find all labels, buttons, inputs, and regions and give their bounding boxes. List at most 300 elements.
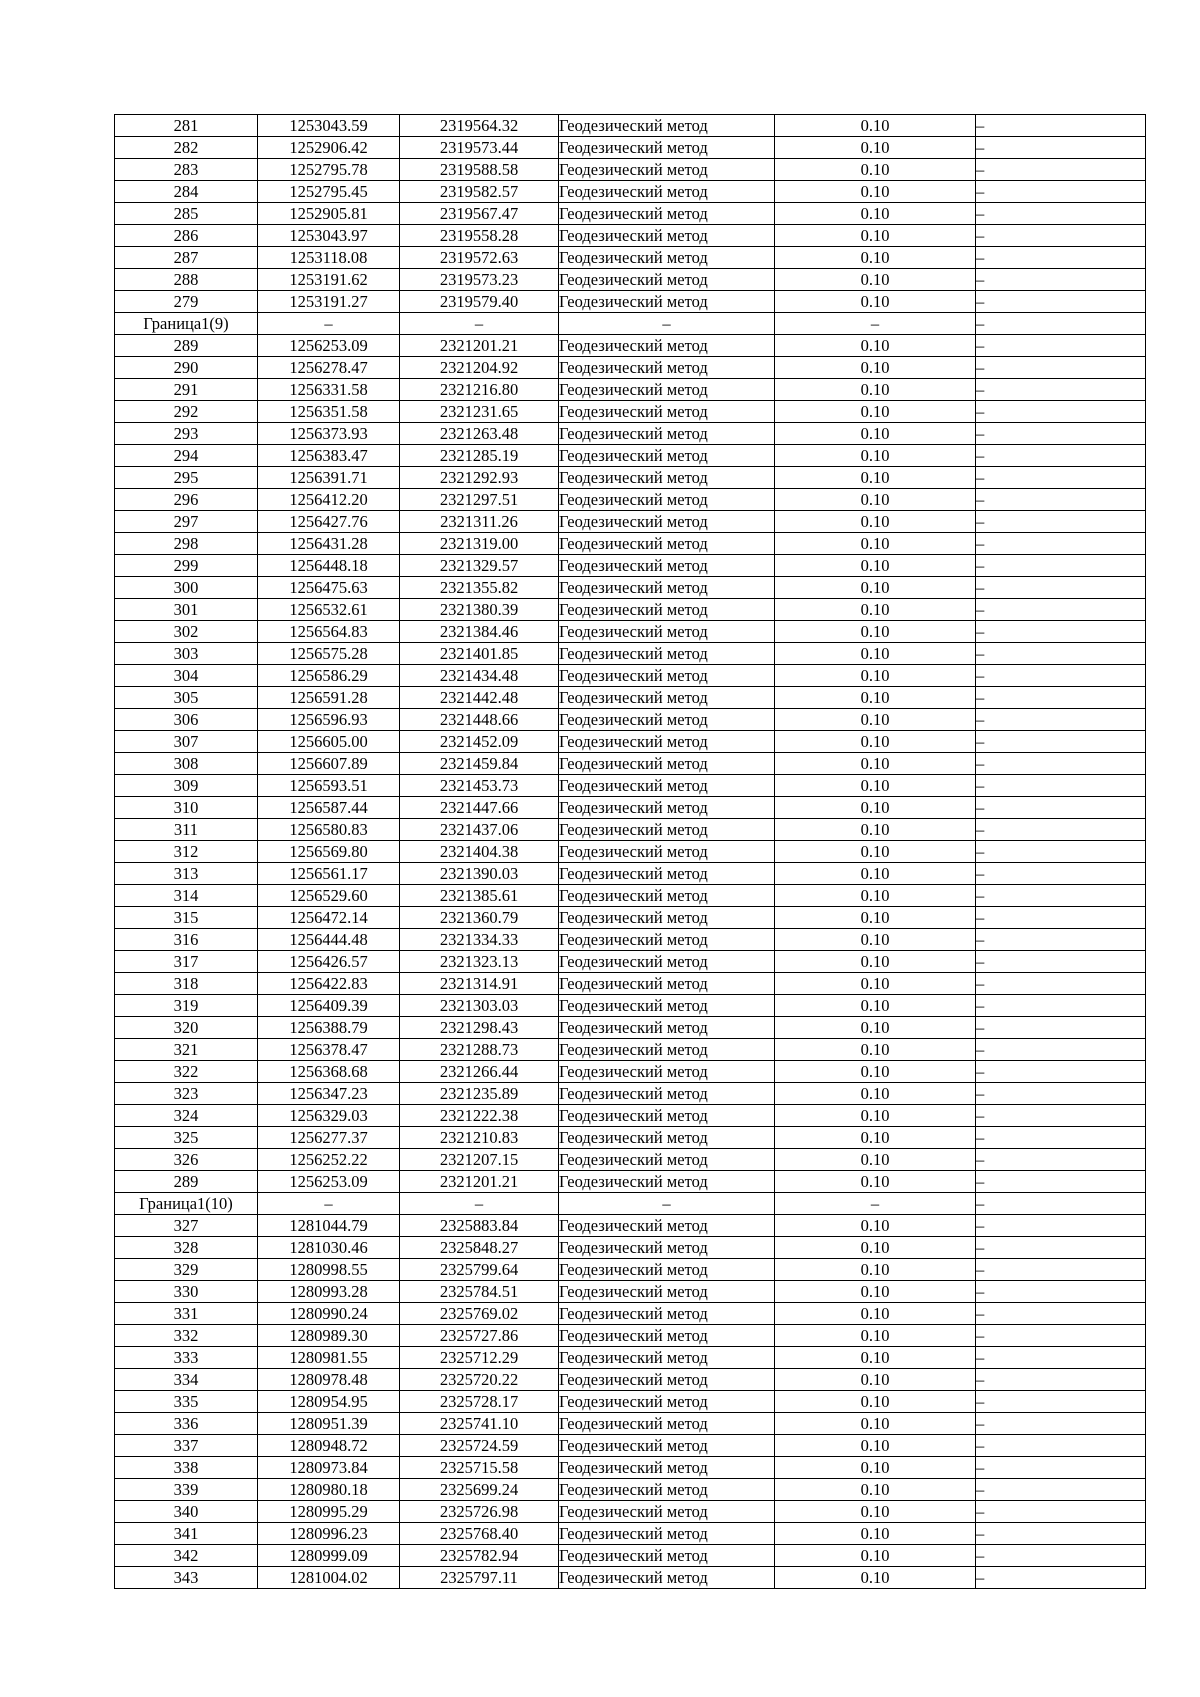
x-coordinate-cell: 1256532.61 (258, 599, 400, 621)
method-cell: Геодезический метод (559, 489, 775, 511)
method-cell: Геодезический метод (559, 379, 775, 401)
y-coordinate-cell: 2321285.19 (400, 445, 559, 467)
method-cell: Геодезический метод (559, 1347, 775, 1369)
point-number-cell: 320 (115, 1017, 258, 1039)
method-cell: Геодезический метод (559, 291, 775, 313)
description-cell: – (976, 753, 1146, 775)
x-coordinate-cell: 1256607.89 (258, 753, 400, 775)
table-row (115, 863, 1146, 885)
description-cell: – (976, 885, 1146, 907)
method-cell: Геодезический метод (559, 159, 775, 181)
y-coordinate-cell: 2319573.23 (400, 269, 559, 291)
description-cell: – (976, 907, 1146, 929)
point-number-cell: 291 (115, 379, 258, 401)
table-row (115, 1083, 1146, 1105)
x-coordinate-cell: 1256427.76 (258, 511, 400, 533)
method-cell: Геодезический метод (559, 1303, 775, 1325)
y-coordinate-cell: 2321459.84 (400, 753, 559, 775)
point-number-cell: 314 (115, 885, 258, 907)
description-cell: – (976, 1237, 1146, 1259)
point-number-cell: 330 (115, 1281, 258, 1303)
point-number-cell: 318 (115, 973, 258, 995)
accuracy-cell: 0.10 (775, 1061, 976, 1083)
table-row (115, 819, 1146, 841)
point-number-cell: 288 (115, 269, 258, 291)
table-row (115, 555, 1146, 577)
method-cell: Геодезический метод (559, 1237, 775, 1259)
table-row (115, 1259, 1146, 1281)
accuracy-cell: 0.10 (775, 797, 976, 819)
method-cell: Геодезический метод (559, 511, 775, 533)
y-coordinate-cell: 2321401.85 (400, 643, 559, 665)
accuracy-cell: 0.10 (775, 555, 976, 577)
description-cell: – (976, 665, 1146, 687)
description-cell: – (976, 929, 1146, 951)
point-number-cell: 335 (115, 1391, 258, 1413)
x-coordinate-cell: – (258, 313, 400, 335)
y-coordinate-cell: 2325883.84 (400, 1215, 559, 1237)
accuracy-cell: 0.10 (775, 1149, 976, 1171)
description-cell: – (976, 599, 1146, 621)
point-number-cell: 328 (115, 1237, 258, 1259)
x-coordinate-cell: 1280999.09 (258, 1545, 400, 1567)
table-row (115, 1567, 1146, 1589)
point-number-cell: 331 (115, 1303, 258, 1325)
method-cell: Геодезический метод (559, 775, 775, 797)
y-coordinate-cell: 2321298.43 (400, 1017, 559, 1039)
description-cell: – (976, 1039, 1146, 1061)
point-number-cell: 279 (115, 291, 258, 313)
point-number-cell: 306 (115, 709, 258, 731)
table-row (115, 929, 1146, 951)
method-cell: Геодезический метод (559, 643, 775, 665)
y-coordinate-cell: 2325712.29 (400, 1347, 559, 1369)
description-cell: – (976, 1215, 1146, 1237)
x-coordinate-cell: 1256383.47 (258, 445, 400, 467)
accuracy-cell: 0.10 (775, 1435, 976, 1457)
method-cell: Геодезический метод (559, 1391, 775, 1413)
y-coordinate-cell: 2325784.51 (400, 1281, 559, 1303)
point-number-cell: 311 (115, 819, 258, 841)
accuracy-cell: 0.10 (775, 577, 976, 599)
method-cell: Геодезический метод (559, 1259, 775, 1281)
x-coordinate-cell: 1256529.60 (258, 885, 400, 907)
y-coordinate-cell: 2321297.51 (400, 489, 559, 511)
x-coordinate-cell: 1280980.18 (258, 1479, 400, 1501)
y-coordinate-cell: 2321453.73 (400, 775, 559, 797)
x-coordinate-cell: 1280978.48 (258, 1369, 400, 1391)
method-cell: Геодезический метод (559, 1215, 775, 1237)
accuracy-cell: 0.10 (775, 907, 976, 929)
description-cell: – (976, 819, 1146, 841)
point-number-cell: Граница1(9) (115, 313, 258, 335)
point-number-cell: 319 (115, 995, 258, 1017)
method-cell: Геодезический метод (559, 445, 775, 467)
accuracy-cell: 0.10 (775, 819, 976, 841)
y-coordinate-cell: 2321442.48 (400, 687, 559, 709)
description-cell: – (976, 489, 1146, 511)
method-cell: Геодезический метод (559, 1435, 775, 1457)
point-number-cell: 323 (115, 1083, 258, 1105)
y-coordinate-cell: 2321385.61 (400, 885, 559, 907)
accuracy-cell: 0.10 (775, 401, 976, 423)
x-coordinate-cell: 1256444.48 (258, 929, 400, 951)
x-coordinate-cell: 1256564.83 (258, 621, 400, 643)
table-row (115, 753, 1146, 775)
description-cell: – (976, 401, 1146, 423)
x-coordinate-cell: 1280951.39 (258, 1413, 400, 1435)
point-number-cell: 281 (115, 115, 258, 137)
point-number-cell: 301 (115, 599, 258, 621)
accuracy-cell: 0.10 (775, 973, 976, 995)
accuracy-cell: 0.10 (775, 291, 976, 313)
y-coordinate-cell: 2319582.57 (400, 181, 559, 203)
point-number-cell: 339 (115, 1479, 258, 1501)
x-coordinate-cell: 1256347.23 (258, 1083, 400, 1105)
accuracy-cell: 0.10 (775, 269, 976, 291)
x-coordinate-cell: 1256409.39 (258, 995, 400, 1017)
accuracy-cell: 0.10 (775, 665, 976, 687)
point-number-cell: 300 (115, 577, 258, 599)
table-row (115, 1545, 1146, 1567)
method-cell: Геодезический метод (559, 599, 775, 621)
table-row (115, 973, 1146, 995)
method-cell: Геодезический метод (559, 929, 775, 951)
point-number-cell: 340 (115, 1501, 258, 1523)
accuracy-cell: 0.10 (775, 423, 976, 445)
y-coordinate-cell: 2319564.32 (400, 115, 559, 137)
method-cell: Геодезический метод (559, 973, 775, 995)
accuracy-cell: 0.10 (775, 225, 976, 247)
description-cell: – (976, 775, 1146, 797)
description-cell: – (976, 445, 1146, 467)
accuracy-cell: 0.10 (775, 1413, 976, 1435)
table-row (115, 709, 1146, 731)
table-row (115, 203, 1146, 225)
description-cell: – (976, 269, 1146, 291)
table-row (115, 995, 1146, 1017)
point-number-cell: 296 (115, 489, 258, 511)
y-coordinate-cell: 2319588.58 (400, 159, 559, 181)
table-row (115, 1237, 1146, 1259)
y-coordinate-cell: – (400, 313, 559, 335)
method-cell: Геодезический метод (559, 1017, 775, 1039)
point-number-cell: 302 (115, 621, 258, 643)
y-coordinate-cell: 2325741.10 (400, 1413, 559, 1435)
method-cell: Геодезический метод (559, 1149, 775, 1171)
point-number-cell: 334 (115, 1369, 258, 1391)
method-cell: Геодезический метод (559, 533, 775, 555)
point-number-cell: 312 (115, 841, 258, 863)
point-number-cell: 336 (115, 1413, 258, 1435)
table-row (115, 577, 1146, 599)
section-header-row (115, 1193, 1146, 1215)
point-number-cell: 285 (115, 203, 258, 225)
description-cell: – (976, 1391, 1146, 1413)
accuracy-cell: 0.10 (775, 467, 976, 489)
description-cell: – (976, 951, 1146, 973)
accuracy-cell: 0.10 (775, 181, 976, 203)
y-coordinate-cell: 2321201.21 (400, 335, 559, 357)
method-cell: Геодезический метод (559, 401, 775, 423)
x-coordinate-cell: 1256412.20 (258, 489, 400, 511)
y-coordinate-cell: 2325769.02 (400, 1303, 559, 1325)
point-number-cell: 292 (115, 401, 258, 423)
accuracy-cell: 0.10 (775, 511, 976, 533)
x-coordinate-cell: 1256431.28 (258, 533, 400, 555)
point-number-cell: 307 (115, 731, 258, 753)
x-coordinate-cell: 1253191.27 (258, 291, 400, 313)
y-coordinate-cell: 2319579.40 (400, 291, 559, 313)
y-coordinate-cell: 2321210.83 (400, 1127, 559, 1149)
method-cell: Геодезический метод (559, 1523, 775, 1545)
point-number-cell: 309 (115, 775, 258, 797)
y-coordinate-cell: 2321204.92 (400, 357, 559, 379)
accuracy-cell: 0.10 (775, 1325, 976, 1347)
x-coordinate-cell: – (258, 1193, 400, 1215)
x-coordinate-cell: 1256596.93 (258, 709, 400, 731)
description-cell: – (976, 841, 1146, 863)
description-cell: – (976, 577, 1146, 599)
x-coordinate-cell: 1256331.58 (258, 379, 400, 401)
description-cell: – (976, 1017, 1146, 1039)
x-coordinate-cell: 1256448.18 (258, 555, 400, 577)
table-row (115, 1017, 1146, 1039)
y-coordinate-cell: 2325724.59 (400, 1435, 559, 1457)
x-coordinate-cell: 1256253.09 (258, 1171, 400, 1193)
description-cell: – (976, 1281, 1146, 1303)
point-number-cell: 325 (115, 1127, 258, 1149)
accuracy-cell: 0.10 (775, 1369, 976, 1391)
point-number-cell: 332 (115, 1325, 258, 1347)
accuracy-cell: 0.10 (775, 841, 976, 863)
table-row (115, 797, 1146, 819)
description-cell: – (976, 1523, 1146, 1545)
method-cell: Геодезический метод (559, 269, 775, 291)
table-row (115, 511, 1146, 533)
point-number-cell: 327 (115, 1215, 258, 1237)
table-row (115, 1281, 1146, 1303)
table-row (115, 1523, 1146, 1545)
description-cell: – (976, 357, 1146, 379)
x-coordinate-cell: 1256422.83 (258, 973, 400, 995)
y-coordinate-cell: 2325848.27 (400, 1237, 559, 1259)
y-coordinate-cell: 2321319.00 (400, 533, 559, 555)
description-cell: – (976, 379, 1146, 401)
method-cell: Геодезический метод (559, 181, 775, 203)
method-cell: Геодезический метод (559, 1479, 775, 1501)
method-cell: Геодезический метод (559, 225, 775, 247)
method-cell: Геодезический метод (559, 753, 775, 775)
table-row (115, 665, 1146, 687)
table-row (115, 401, 1146, 423)
table-row (115, 1391, 1146, 1413)
table-row (115, 225, 1146, 247)
y-coordinate-cell: 2321263.48 (400, 423, 559, 445)
accuracy-cell: 0.10 (775, 1501, 976, 1523)
accuracy-cell: 0.10 (775, 951, 976, 973)
table-row (115, 731, 1146, 753)
accuracy-cell: 0.10 (775, 379, 976, 401)
y-coordinate-cell: 2321222.38 (400, 1105, 559, 1127)
y-coordinate-cell: 2321303.03 (400, 995, 559, 1017)
accuracy-cell: 0.10 (775, 1479, 976, 1501)
accuracy-cell: 0.10 (775, 1105, 976, 1127)
y-coordinate-cell: 2321311.26 (400, 511, 559, 533)
accuracy-cell: 0.10 (775, 1237, 976, 1259)
x-coordinate-cell: 1253043.59 (258, 115, 400, 137)
point-number-cell: 342 (115, 1545, 258, 1567)
point-number-cell: 305 (115, 687, 258, 709)
table-row (115, 951, 1146, 973)
table-row (115, 1435, 1146, 1457)
method-cell: Геодезический метод (559, 1369, 775, 1391)
description-cell: – (976, 225, 1146, 247)
accuracy-cell: 0.10 (775, 1215, 976, 1237)
x-coordinate-cell: 1256278.47 (258, 357, 400, 379)
description-cell: – (976, 291, 1146, 313)
y-coordinate-cell: 2321201.21 (400, 1171, 559, 1193)
point-number-cell: 338 (115, 1457, 258, 1479)
point-number-cell: 295 (115, 467, 258, 489)
x-coordinate-cell: 1280954.95 (258, 1391, 400, 1413)
table-row (115, 247, 1146, 269)
method-cell: Геодезический метод (559, 907, 775, 929)
description-cell: – (976, 995, 1146, 1017)
table-row (115, 533, 1146, 555)
point-number-cell: 284 (115, 181, 258, 203)
y-coordinate-cell: 2321231.65 (400, 401, 559, 423)
description-cell: – (976, 1171, 1146, 1193)
x-coordinate-cell: 1256575.28 (258, 643, 400, 665)
table-row (115, 1369, 1146, 1391)
table-row (115, 269, 1146, 291)
point-number-cell: 283 (115, 159, 258, 181)
y-coordinate-cell: 2321207.15 (400, 1149, 559, 1171)
accuracy-cell: 0.10 (775, 1127, 976, 1149)
method-cell: Геодезический метод (559, 863, 775, 885)
method-cell: Геодезический метод (559, 1545, 775, 1567)
y-coordinate-cell: 2325799.64 (400, 1259, 559, 1281)
accuracy-cell: 0.10 (775, 1083, 976, 1105)
accuracy-cell: 0.10 (775, 115, 976, 137)
point-number-cell: 329 (115, 1259, 258, 1281)
description-cell: – (976, 1325, 1146, 1347)
point-number-cell: 297 (115, 511, 258, 533)
table-row (115, 1501, 1146, 1523)
table-row (115, 599, 1146, 621)
method-cell: Геодезический метод (559, 115, 775, 137)
table-row (115, 1171, 1146, 1193)
method-cell: Геодезический метод (559, 819, 775, 841)
description-cell: – (976, 1149, 1146, 1171)
y-coordinate-cell: 2325715.58 (400, 1457, 559, 1479)
description-cell: – (976, 1545, 1146, 1567)
method-cell: Геодезический метод (559, 203, 775, 225)
method-cell: Геодезический метод (559, 137, 775, 159)
table-row (115, 1105, 1146, 1127)
y-coordinate-cell: 2321434.48 (400, 665, 559, 687)
point-number-cell: 317 (115, 951, 258, 973)
description-cell: – (976, 313, 1146, 335)
description-cell: – (976, 731, 1146, 753)
accuracy-cell: 0.10 (775, 1259, 976, 1281)
x-coordinate-cell: 1256277.37 (258, 1127, 400, 1149)
accuracy-cell: 0.10 (775, 753, 976, 775)
method-cell: Геодезический метод (559, 1171, 775, 1193)
y-coordinate-cell: 2321266.44 (400, 1061, 559, 1083)
x-coordinate-cell: 1281030.46 (258, 1237, 400, 1259)
description-cell: – (976, 1259, 1146, 1281)
description-cell: – (976, 621, 1146, 643)
x-coordinate-cell: 1280995.29 (258, 1501, 400, 1523)
x-coordinate-cell: 1280973.84 (258, 1457, 400, 1479)
description-cell: – (976, 1127, 1146, 1149)
method-cell: – (559, 313, 775, 335)
description-cell: – (976, 1413, 1146, 1435)
table-row (115, 687, 1146, 709)
description-cell: – (976, 1347, 1146, 1369)
description-cell: – (976, 137, 1146, 159)
y-coordinate-cell: 2325782.94 (400, 1545, 559, 1567)
y-coordinate-cell: 2325699.24 (400, 1479, 559, 1501)
y-coordinate-cell: 2321452.09 (400, 731, 559, 753)
description-cell: – (976, 423, 1146, 445)
point-number-cell: 310 (115, 797, 258, 819)
method-cell: Геодезический метод (559, 1501, 775, 1523)
table-row (115, 1303, 1146, 1325)
y-coordinate-cell: 2321288.73 (400, 1039, 559, 1061)
y-coordinate-cell: 2321329.57 (400, 555, 559, 577)
method-cell: Геодезический метод (559, 467, 775, 489)
method-cell: Геодезический метод (559, 665, 775, 687)
point-number-cell: 290 (115, 357, 258, 379)
table-row (115, 907, 1146, 929)
accuracy-cell: 0.10 (775, 599, 976, 621)
description-cell: – (976, 1457, 1146, 1479)
x-coordinate-cell: 1280993.28 (258, 1281, 400, 1303)
method-cell: Геодезический метод (559, 951, 775, 973)
point-number-cell: 303 (115, 643, 258, 665)
point-number-cell: 333 (115, 1347, 258, 1369)
description-cell: – (976, 181, 1146, 203)
table-row (115, 335, 1146, 357)
x-coordinate-cell: 1256472.14 (258, 907, 400, 929)
description-cell: – (976, 555, 1146, 577)
table-row (115, 357, 1146, 379)
accuracy-cell: 0.10 (775, 621, 976, 643)
method-cell: Геодезический метод (559, 1325, 775, 1347)
method-cell: – (559, 1193, 775, 1215)
section-header-row (115, 313, 1146, 335)
accuracy-cell: 0.10 (775, 1545, 976, 1567)
accuracy-cell: – (775, 313, 976, 335)
point-number-cell: 337 (115, 1435, 258, 1457)
accuracy-cell: 0.10 (775, 643, 976, 665)
point-number-cell: 299 (115, 555, 258, 577)
table-row (115, 643, 1146, 665)
accuracy-cell: 0.10 (775, 137, 976, 159)
x-coordinate-cell: 1253043.97 (258, 225, 400, 247)
y-coordinate-cell: 2319573.44 (400, 137, 559, 159)
point-number-cell: 287 (115, 247, 258, 269)
description-cell: – (976, 533, 1146, 555)
accuracy-cell: 0.10 (775, 885, 976, 907)
description-cell: – (976, 709, 1146, 731)
x-coordinate-cell: 1256580.83 (258, 819, 400, 841)
table-row (115, 467, 1146, 489)
x-coordinate-cell: 1256378.47 (258, 1039, 400, 1061)
